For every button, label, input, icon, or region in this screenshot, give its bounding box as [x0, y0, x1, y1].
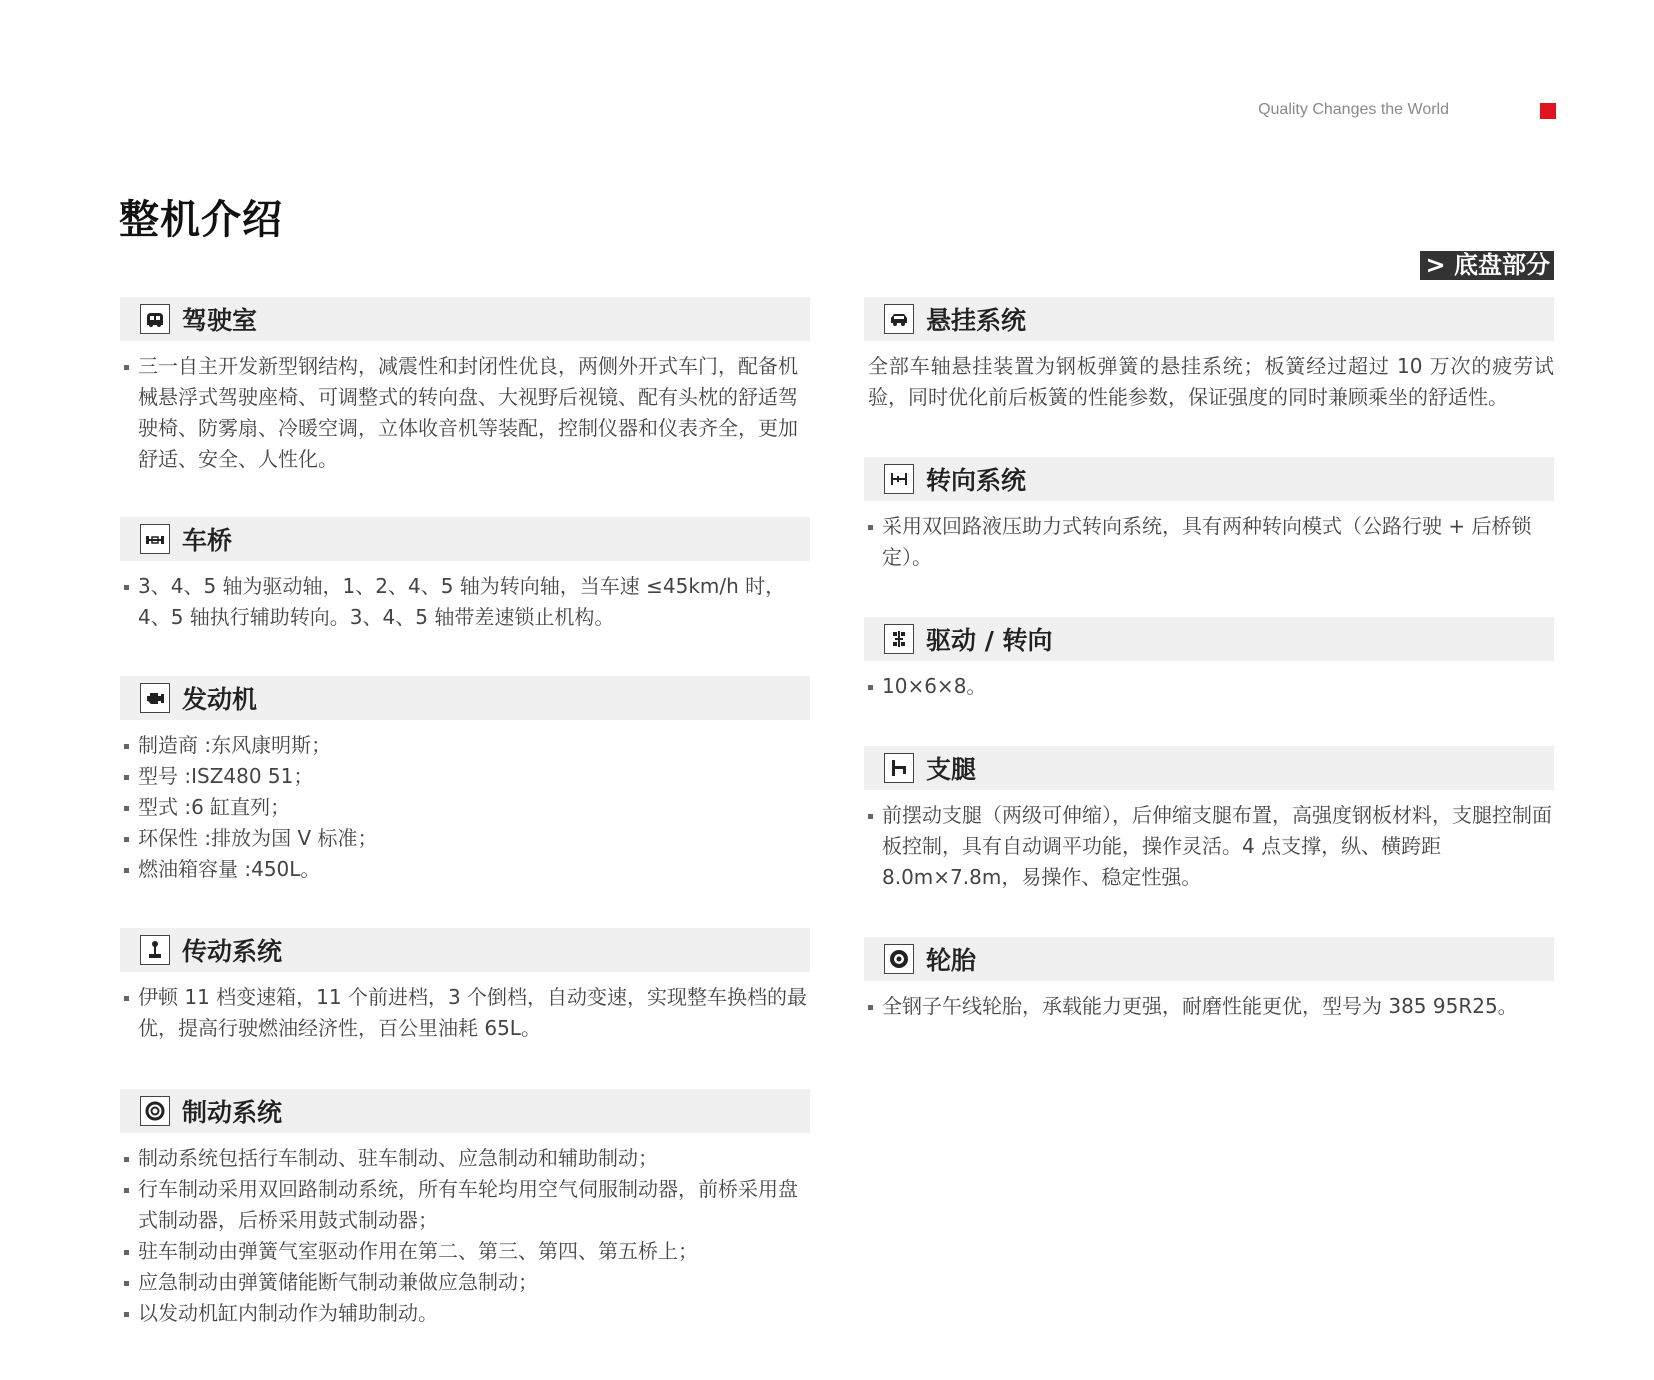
list-item: 10×6×8。 [864, 671, 1554, 702]
section-body [864, 991, 1554, 1022]
section-body [120, 571, 810, 633]
section-body [864, 351, 1554, 413]
section-header [120, 297, 810, 341]
section-steering [864, 457, 1554, 573]
paragraph: 全部车轴悬挂装置为钢板弹簧的悬挂系统；板簧经过超过 10 万次的疲劳试验，同时优化前后板簧的性能参数，保证强度的同时兼顾乘坐的舒适性。 [868, 354, 1554, 409]
list-item: 驻车制动由弹簧气室驱动作用在第二、第三、第四、第五桥上； [120, 1236, 810, 1267]
section-title: 驱动 / 转向 [926, 626, 1053, 655]
list-item: 全钢子午线轮胎，承载能力更强，耐磨性能更优，型号为 385 95R25。 [864, 991, 1554, 1022]
section-title: 轮胎 [926, 946, 977, 975]
section-title: 传动系统 [182, 937, 283, 966]
section-header [864, 617, 1554, 661]
section-title: 发动机 [182, 685, 258, 714]
section-outrigger [864, 746, 1554, 893]
section-drive-steer [864, 617, 1554, 702]
list-item: 行车制动采用双回路制动系统，所有车轮均用空气伺服制动器，前桥采用盘式制动器，后桥采用鼓式制动器； [120, 1174, 810, 1236]
list-item: 型式 :6 缸直列； [120, 792, 810, 823]
brake-icon [140, 1096, 170, 1126]
outrigger-icon [884, 753, 914, 783]
tire-icon [884, 944, 914, 974]
section-axle [120, 517, 810, 633]
section-body [120, 982, 810, 1044]
section-header [120, 676, 810, 720]
section-tire [864, 937, 1554, 1022]
section-header [864, 746, 1554, 790]
section-engine [120, 676, 810, 885]
page-title: 整机介绍 [119, 197, 283, 243]
list-item: 燃油箱容量 :450L。 [120, 854, 810, 885]
section-suspension [864, 297, 1554, 413]
section-header [120, 928, 810, 972]
section-title: 车桥 [182, 526, 233, 555]
list-item: 应急制动由弹簧储能断气制动兼做应急制动； [120, 1267, 810, 1298]
section-header [120, 517, 810, 561]
list-item: 三一自主开发新型钢结构，减震性和封闭性优良，两侧外开式车门，配备机械悬浮式驾驶座椅、可调整式的转向盘、大视野后视镜、配有头枕的舒适驾驶椅、防雾扇、冷暖空调，立体收音机等装配，控制仪器和仪表齐全，更加舒适、安全、人性化。 [120, 351, 810, 475]
tagline: Quality Changes the World [1258, 101, 1449, 118]
list-item: 前摆动支腿（两级可伸缩），后伸缩支腿布置，高强度钢板材料，支腿控制面板控制，具有自动调平功能，操作灵活。4 点支撑，纵、横跨距 8.0m×7.8m，易操作、稳定性强。 [864, 800, 1554, 893]
suspension-icon [884, 304, 914, 334]
section-body [120, 351, 810, 475]
section-transmission [120, 928, 810, 1044]
list-item: 以发动机缸内制动作为辅助制动。 [120, 1298, 810, 1329]
section-body [864, 511, 1554, 573]
section-body [864, 671, 1554, 702]
list-item: 伊顿 11 档变速箱，11 个前进档，3 个倒档，自动变速，实现整车换档的最优，提高行驶燃油经济性，百公里油耗 65L。 [120, 982, 810, 1044]
section-header [864, 457, 1554, 501]
steering-icon [884, 464, 914, 494]
section-body [864, 800, 1554, 893]
section-header [864, 937, 1554, 981]
cab-icon [140, 304, 170, 334]
section-body [120, 1143, 810, 1329]
section-title: 转向系统 [926, 466, 1027, 495]
list-item: 型号 :ISZ480 51； [120, 761, 810, 792]
section-title: 制动系统 [182, 1098, 283, 1127]
brand-square [1540, 103, 1556, 119]
drive-steer-icon [884, 624, 914, 654]
engine-icon [140, 683, 170, 713]
axle-icon [140, 524, 170, 554]
list-item: 制造商 :东风康明斯； [120, 730, 810, 761]
section-title: 悬挂系统 [926, 306, 1027, 335]
section-header [864, 297, 1554, 341]
list-item: 3、4、5 轴为驱动轴，1、2、4、5 轴为转向轴，当车速 ≤45km/h 时，4、5 轴执行辅助转向。3、4、5 轴带差速锁止机构。 [120, 571, 810, 633]
section-title: 支腿 [926, 755, 977, 784]
list-item: 环保性 :排放为国 V 标准； [120, 823, 810, 854]
gear-shift-icon [140, 935, 170, 965]
section-cab [120, 297, 810, 475]
list-item: 制动系统包括行车制动、驻车制动、应急制动和辅助制动； [120, 1143, 810, 1174]
section-body [120, 730, 810, 885]
section-title: 驾驶室 [182, 306, 258, 335]
list-item: 采用双回路液压助力式转向系统，具有两种转向模式（公路行驶 + 后桥锁定）。 [864, 511, 1554, 573]
section-tag: > 底盘部分 [1420, 251, 1554, 280]
section-brake [120, 1089, 810, 1329]
section-header [120, 1089, 810, 1133]
